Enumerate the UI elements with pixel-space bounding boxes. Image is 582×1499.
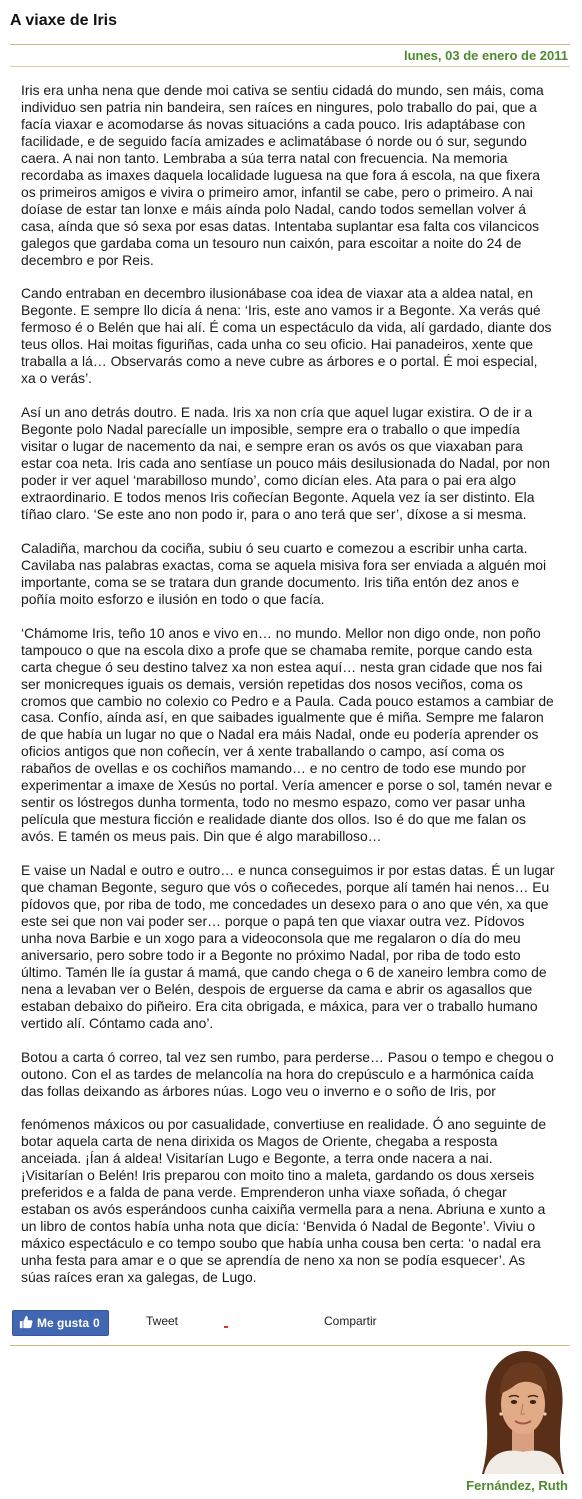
- article-date: lunes, 03 de enero de 2011: [403, 48, 568, 63]
- header-divider: [10, 44, 570, 45]
- tweet-button[interactable]: Tweet: [146, 1314, 179, 1328]
- article-paragraph: Caladiña, marchou da cociña, subiu ó seu cuarto e comezou a escribir unha carta. Cavilaba nas palabras exactas, coma se aquela misiva fora ser enviada a alguén moi importante, coma se se tratara dun grande documento. Iris tiña entón dez anos e poñía moito esforzo e ilusión en todo o que facía.: [21, 539, 547, 607]
- article-title: A viaxe de Iris: [10, 12, 118, 29]
- share-button[interactable]: Compartir: [324, 1314, 377, 1328]
- article-body: [21, 82, 555, 1303]
- article-paragraph: E vaise un Nadal e outro e outro… e nunca conseguimos ir por estas datas. É un lugar que chaman Begonte, seguro que vós o coñecedes, porque alí tamén hai nenos… Eu pídovos que, por riba de todo, me concedades un desexo para o ano que vén, xa que este sei que non vai poder ser… porque o papá ten que viaxar outra vez. Pídovos unha nova Barbie e un xogo para a videoconsola que me regalaron o día do meu aniversario, pero sobre todo ir a Begonte no próximo Nadal, por riba de todo esto último. Tamén lle ía gustar á mamá, que cando chega o 6 de xaneiro lembra como de nena a levaban ver o Belén, despois de erguerse da cama e abrir os agasallos que estaban debaixo do piñeiro. Era cita obrigada, e máxica, para ver o traballo humano vertido alí. Cóntamo cada ano’.: [21, 862, 555, 1031]
- author-photo: [478, 1348, 568, 1474]
- like-label: Me gusta: [37, 1316, 90, 1330]
- author-name: Fernández, Ruth: [466, 1478, 568, 1493]
- thumbs-up-icon: [19, 1315, 33, 1332]
- plusone-widget-remnant: [224, 1326, 228, 1328]
- article-paragraph: ‘Chámome Iris, teño 10 anos e vivo en… no mundo. Mellor non digo onde, non poño tampouco o que na escola dixo a profe que se chamaba remite, porque cando esta carta chegue ó seu destino talvez xa non estea aquí… nesta gran cidade que nos fai ser monicreques iguais os demais, versión repetidas dos nosos veciños, coma os cromos que cambio no colexio co Pedro e a Paula. Cada pouco estamos a cambiar de casa. Confío, aínda así, en que saibades igualmente que é miña. Sempre me falaron de que había un lugar no que o Nadal era máis Nadal, onde eu podería aprender os oficios antigos que non coñecín, ver á xente traballando o campo, así coma os rabaños de ovellas e os cochiños mamando… e no centro de todo ese mundo por experimentar a imaxe de Xesús no portal. Vería amencer e porse o sol, tamén nevar e sentir os lóstregos dunha tormenta, todo no mesmo espazo, como ver pasar unha película que mestura ficción e realidade diante dos ollos. Iso é do que me falan os avós. E tamén os meus pais. Din que é algo marabilloso…: [21, 624, 554, 845]
- like-count: 0: [93, 1316, 100, 1330]
- article-paragraph: Botou a carta ó correo, tal vez sen rumbo, para perderse… Pasou o tempo e chegou o outono. Con el as tardes de melancolía na hora do crepúsculo e a harmónica caída das follas deixando as árbores núas. Logo veu o inverno e o soño de Iris, por: [21, 1048, 554, 1099]
- social-share-bar: [12, 1310, 572, 1336]
- article-paragraph: fenómenos máxicos ou por casualidade, convertiuse en realidade. Ó ano seguinte de botar aquela carta de nena dirixida os Magos de Oriente, chegaba a resposta anceiada. ¡Ían á aldea! Visitarían Lugo e Begonte, a terra onde nacera a nai. ¡Visitarían o Belén! Iris preparou con moito tino a maleta, gardando os dous xerseis preferidos e a falda de pana verde. Emprenderon unha viaxe soñada, ó chegar estaban os avós esperándoos cunha caixiña vermella para a nena. Abriuna e xunto a un libro de contos había unha nota que dicía: ‘Benvida ó Nadal de Begonte’. Viviu o máxico espectáculo e co tempo soubo que había unha cousa ben certa: ‘o nadal era unha festa para amar e o que se aprendía de neno xa non se podía esquecer’. As súas raíces eran xa galegas, de Lugo.: [21, 1116, 547, 1286]
- article-paragraph: Iris era unha nena que dende moi cativa se sentiu cidadá do mundo, sen máis, coma individuo sen patria nin bandeira, sen raíces en ningures, polo traballo do pai, que a facía viaxar e acomodarse ás novas situacións a cada pouco. Iris adaptábase con facilidade, e de seguido facía amizades e aclimatábase ó norde ou ó sur, segundo caera. A nai non tanto. Lembraba a súa terra natal con frecuencia. Na memoria recordaba as imaxes daquela localidade luguesa na que fora á escola, na que fixera os primeiros amigos e vivira o primeiro amor, infantil se cabe, pero o primeiro. A nai doíase de estar tan lonxe e máis aínda polo Nadal, cando todos semellan volver á casa, aínda que só sexa por esas datas. Intentaba suplantar esa falta cos vilancicos galegos que gardaba coma un tesouro nun caixón, para escoitar a noite do 24 de decembro e por Reis.: [21, 82, 544, 268]
- facebook-like-button[interactable]: [12, 1310, 109, 1336]
- article-paragraph: Cando entraban en decembro ilusionábase coa idea de viaxar ata a aldea natal, en Begonte. E sempre llo dicía á nena: ‘Iris, este ano vamos ir a Begonte. Xa verás qué fermoso é o Belén que hai alí. É coma un espectáculo da vida, alí gardado, diante dos teus ollos. Hai moitas figuriñas, cada unha co seu oficio. Hai panadeiros, xente que traballa a lá… Observarás como a neve cubre as árbores e o portal. É moi especial, xa o verás’.: [21, 285, 552, 387]
- article-paragraph: Así un ano detrás doutro. E nada. Iris xa non cría que aquel lugar existira. O de ir a Begonte polo Nadal parecíalle un imposible, sempre era o traballo o que impedía visitar o lugar de nacemento da nai, e sempre eran os avós os que viaxaban para estar coa neta. Iris cada ano sentíase un pouco máis desilusionada do Nadal, por non poder ir ver aquel ‘marabilloso mundo’, como dicían eles. Ata para o pai era algo extraordinario. E todos menos Iris coñecían Begonte. Aquela vez ía ser distinto. Ela tíñao claro. ‘Se este ano non podo ir, para o ano terá que ser’, díxose a si mesma.: [21, 404, 550, 522]
- date-divider: [10, 66, 570, 67]
- footer-divider: [10, 1345, 570, 1346]
